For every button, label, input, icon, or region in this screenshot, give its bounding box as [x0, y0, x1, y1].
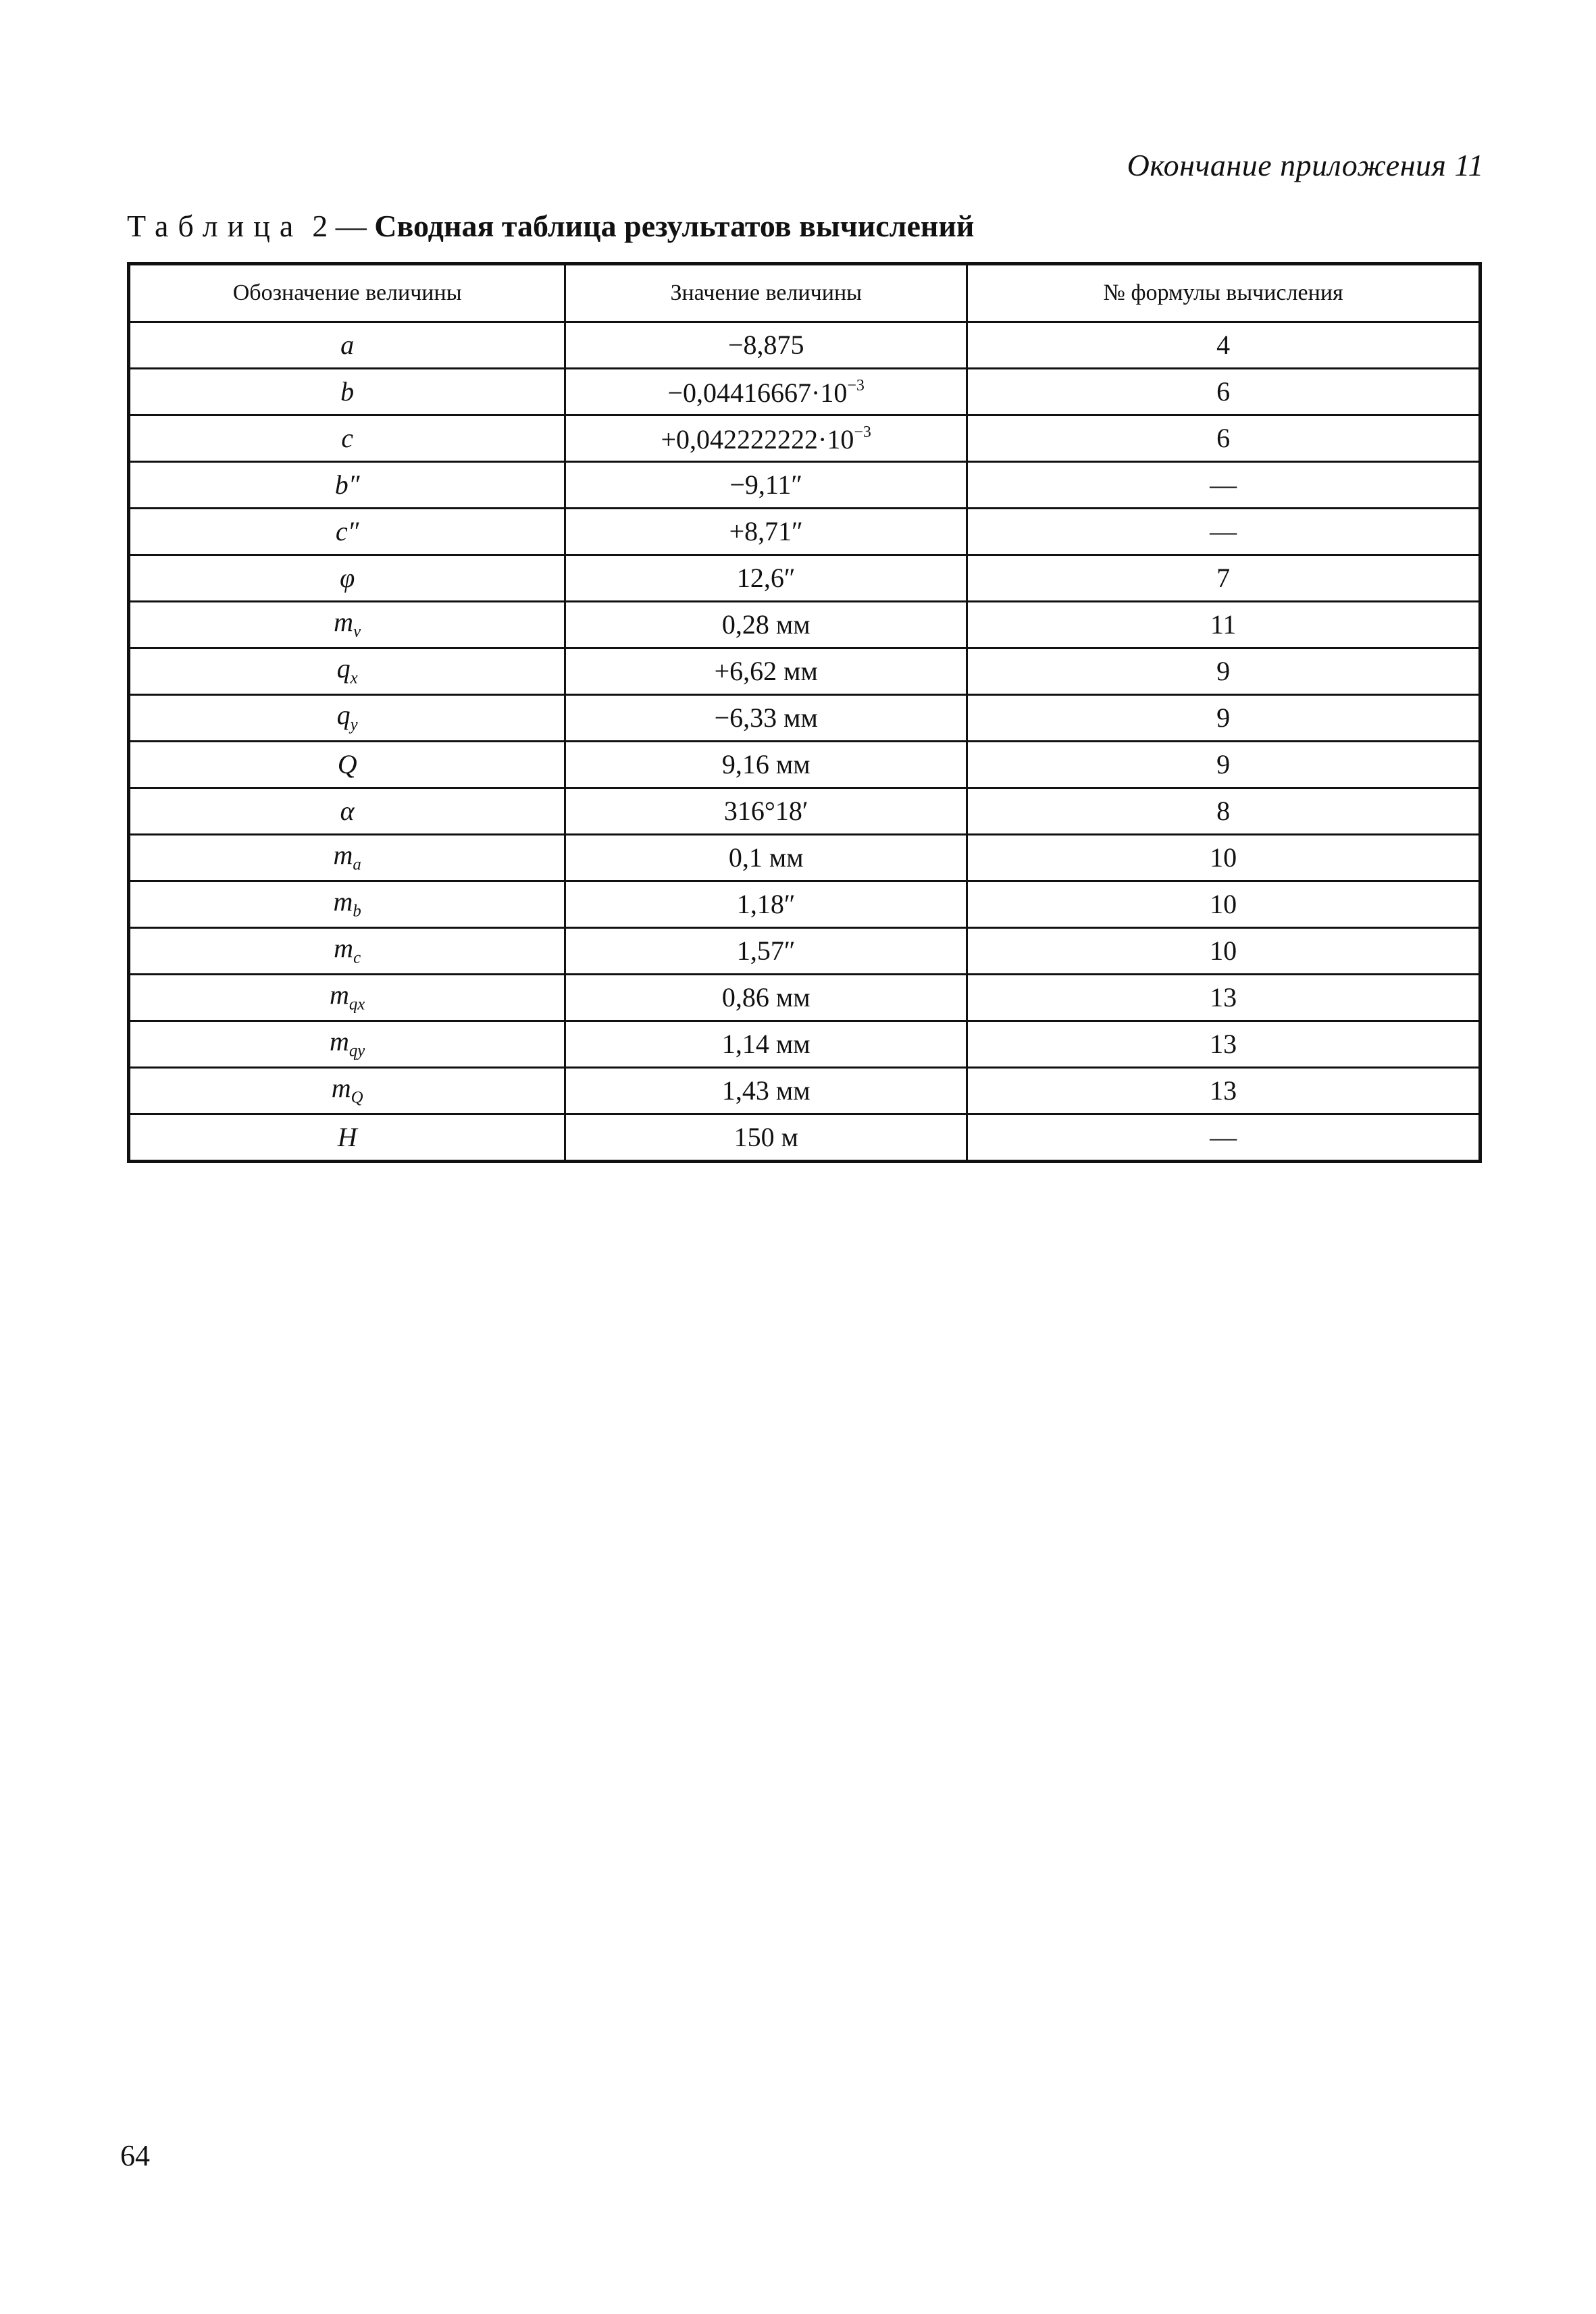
table-row: [129, 742, 1481, 788]
caption-word: Таблица: [127, 209, 303, 243]
value-text: +0,042222222·10: [661, 423, 854, 455]
symbol-subscript: b: [353, 902, 361, 921]
formula-cell: 9: [967, 742, 1481, 788]
value-text: 0,86 мм: [721, 982, 810, 1012]
symbol-text: m: [334, 933, 354, 964]
table-row: [129, 602, 1481, 648]
value-text: −8,875: [727, 330, 804, 360]
symbol-text: b″: [334, 469, 360, 500]
symbol-cell: [129, 555, 565, 602]
formula-cell: 11: [967, 602, 1481, 648]
table-row: [129, 462, 1481, 509]
symbol-cell: [129, 602, 565, 648]
value-text: +6,62 мм: [714, 656, 818, 686]
symbol-text: H: [337, 1122, 357, 1152]
value-text: 1,18″: [736, 889, 796, 919]
value-text: +8,71″: [729, 516, 803, 546]
value-text: 316°18′: [723, 796, 808, 826]
symbol-cell: [129, 1068, 565, 1114]
symbol-cell: [129, 975, 565, 1021]
symbol-subscript: v: [353, 622, 361, 641]
caption-title: Сводная таблица результатов вычислений: [374, 209, 975, 243]
value-cell: [565, 415, 967, 462]
table-row: [129, 1021, 1481, 1068]
results-table: [127, 262, 1482, 1163]
value-exponent: −3: [847, 376, 865, 394]
value-text: 1,14 мм: [721, 1029, 810, 1059]
symbol-cell: [129, 322, 565, 369]
table-caption: [127, 208, 974, 244]
value-cell: [565, 881, 967, 928]
header-value: Значение величины: [565, 264, 967, 322]
symbol-text: φ: [340, 563, 355, 593]
symbol-cell: [129, 928, 565, 975]
value-cell: [565, 509, 967, 555]
symbol-text: m: [333, 840, 353, 871]
symbol-cell: [129, 369, 565, 415]
symbol-text: m: [331, 1073, 351, 1104]
value-cell: [565, 1114, 967, 1162]
value-cell: [565, 928, 967, 975]
symbol-subscript: y: [350, 715, 358, 734]
symbol-cell: [129, 835, 565, 881]
table-row: [129, 369, 1481, 415]
table-row: [129, 835, 1481, 881]
symbol-text: c″: [335, 516, 359, 546]
formula-cell: 10: [967, 881, 1481, 928]
value-text: −9,11″: [729, 469, 803, 500]
table-row: [129, 509, 1481, 555]
value-cell: [565, 742, 967, 788]
formula-cell: 10: [967, 928, 1481, 975]
symbol-cell: [129, 509, 565, 555]
formula-cell: 6: [967, 369, 1481, 415]
table-body: [129, 322, 1481, 1162]
table-row: [129, 1114, 1481, 1162]
value-cell: [565, 648, 967, 695]
value-cell: [565, 975, 967, 1021]
value-cell: [565, 555, 967, 602]
value-text: 1,57″: [736, 935, 796, 966]
value-text: 1,43 мм: [721, 1075, 810, 1106]
formula-cell: —: [967, 1114, 1481, 1162]
symbol-cell: [129, 1021, 565, 1068]
symbol-text: Q: [337, 749, 357, 779]
symbol-subscript: x: [350, 669, 358, 688]
formula-cell: 6: [967, 415, 1481, 462]
value-cell: [565, 835, 967, 881]
table-row: [129, 415, 1481, 462]
symbol-subscript: Q: [351, 1088, 363, 1107]
symbol-subscript: a: [353, 855, 361, 874]
formula-cell: —: [967, 509, 1481, 555]
caption-number: 2 —: [312, 209, 367, 243]
value-text: 9,16 мм: [721, 749, 810, 779]
running-head: Окончание приложения 11: [1127, 148, 1484, 182]
value-cell: [565, 602, 967, 648]
symbol-text: α: [340, 796, 355, 826]
formula-cell: 10: [967, 835, 1481, 881]
value-cell: [565, 1021, 967, 1068]
table-row: [129, 928, 1481, 975]
value-text: −6,33 мм: [714, 702, 818, 733]
symbol-text: q: [336, 653, 351, 684]
formula-cell: —: [967, 462, 1481, 509]
symbol-subscript: qx: [349, 995, 365, 1014]
symbol-cell: [129, 788, 565, 835]
symbol-text: c: [341, 423, 354, 453]
formula-cell: 13: [967, 1068, 1481, 1114]
symbol-cell: [129, 415, 565, 462]
table-row: [129, 648, 1481, 695]
formula-cell: 13: [967, 975, 1481, 1021]
table-row: [129, 975, 1481, 1021]
formula-cell: 9: [967, 695, 1481, 742]
table-row: [129, 695, 1481, 742]
symbol-cell: [129, 881, 565, 928]
symbol-text: m: [329, 979, 349, 1010]
formula-cell: 4: [967, 322, 1481, 369]
table-row: [129, 788, 1481, 835]
value-exponent: −3: [854, 423, 871, 441]
formula-cell: 9: [967, 648, 1481, 695]
page-number: 64: [120, 2139, 150, 2172]
table-row: [129, 881, 1481, 928]
symbol-subscript: c: [353, 948, 361, 967]
symbol-cell: [129, 742, 565, 788]
symbol-subscript: qy: [349, 1042, 365, 1060]
formula-cell: 7: [967, 555, 1481, 602]
formula-cell: 8: [967, 788, 1481, 835]
value-text: −0,04416667·10: [667, 377, 848, 408]
value-cell: [565, 788, 967, 835]
value-text: 0,1 мм: [728, 842, 804, 873]
table-row: [129, 1068, 1481, 1114]
symbol-text: b: [340, 376, 355, 407]
formula-cell: 13: [967, 1021, 1481, 1068]
table-row: [129, 555, 1481, 602]
header-symbol: Обозначение величины: [129, 264, 565, 322]
symbol-cell: [129, 1114, 565, 1162]
symbol-cell: [129, 695, 565, 742]
value-text: 0,28 мм: [721, 609, 810, 640]
symbol-text: a: [340, 330, 355, 360]
value-text: 12,6″: [736, 563, 796, 593]
value-cell: [565, 322, 967, 369]
header-formula: № формулы вычисления: [967, 264, 1481, 322]
value-cell: [565, 369, 967, 415]
symbol-text: q: [336, 700, 351, 731]
value-cell: [565, 462, 967, 509]
symbol-cell: [129, 462, 565, 509]
symbol-cell: [129, 648, 565, 695]
symbol-text: m: [334, 607, 354, 638]
value-cell: [565, 695, 967, 742]
value-text: 150 м: [733, 1122, 798, 1152]
table-row: [129, 322, 1481, 369]
table-header-row: [129, 264, 1481, 322]
symbol-text: m: [329, 1026, 349, 1057]
symbol-text: m: [333, 886, 353, 917]
value-cell: [565, 1068, 967, 1114]
